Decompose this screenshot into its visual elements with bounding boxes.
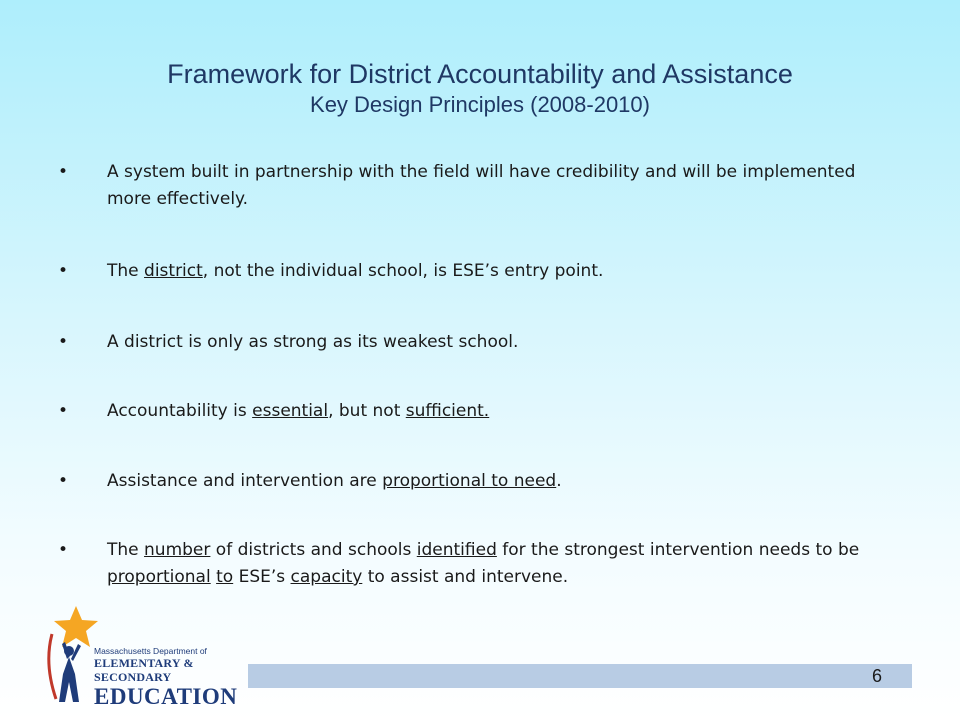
bullet-text xyxy=(107,537,867,591)
underlined-term: proportional to need xyxy=(382,471,557,491)
text-segment: , not the individual school, is ESE’s entry point. xyxy=(202,261,604,281)
underlined-term: identified xyxy=(416,540,497,560)
star-figure-icon xyxy=(42,604,102,708)
page-number: 6 xyxy=(871,666,882,686)
title-main: Framework for District Accountability and Assistance xyxy=(167,59,793,89)
footer-bar xyxy=(248,664,912,688)
logo-line3: EDUCATION xyxy=(94,684,238,709)
text-segment: , but not xyxy=(328,401,406,421)
logo-star xyxy=(54,606,98,647)
bullet-text xyxy=(107,329,867,356)
text-segment: for the strongest intervention needs to be xyxy=(496,540,860,560)
bullet-dot: • xyxy=(58,261,69,281)
slide-title xyxy=(0,57,960,119)
bullet-text xyxy=(107,468,867,495)
underlined-term: essential xyxy=(252,401,329,421)
bullet-dot: • xyxy=(58,401,69,421)
bullet-text xyxy=(107,258,867,285)
bullet-dot: • xyxy=(58,332,69,352)
underlined-term: capacity xyxy=(290,567,363,587)
underlined-term: district xyxy=(144,261,203,281)
bullet-dot: • xyxy=(58,471,69,491)
logo-line1: Massachusetts Department of xyxy=(94,646,207,656)
underlined-term: sufficient. xyxy=(405,401,490,421)
text-segment: The xyxy=(107,540,145,560)
text-segment: ESE’s xyxy=(233,567,291,587)
bullet-text xyxy=(107,159,867,213)
text-segment: Assistance and intervention are xyxy=(107,471,383,491)
logo-line2: ELEMENTARY & SECONDARY xyxy=(94,656,194,684)
text-segment: A district is only as strong as its weakest school. xyxy=(107,332,519,352)
ese-logo xyxy=(42,604,252,708)
bullet-dot: • xyxy=(58,162,69,182)
text-segment: of districts and schools xyxy=(210,540,417,560)
logo-text xyxy=(94,646,252,710)
text-segment: A system built in partnership with the field will have credibility and will be implemented more effectively. xyxy=(107,162,856,209)
text-segment: Accountability is xyxy=(107,401,253,421)
underlined-term: number xyxy=(144,540,211,560)
logo-arc xyxy=(49,634,56,699)
text-segment: The xyxy=(107,261,145,281)
underlined-term: to xyxy=(216,567,234,587)
title-sub: Key Design Principles (2008-2010) xyxy=(310,92,650,117)
bullet-text xyxy=(107,398,867,425)
bullet-dot: • xyxy=(58,540,69,560)
text-segment: to assist and intervene. xyxy=(362,567,569,587)
text-segment: . xyxy=(556,471,562,491)
underlined-term: proportional xyxy=(107,567,211,587)
